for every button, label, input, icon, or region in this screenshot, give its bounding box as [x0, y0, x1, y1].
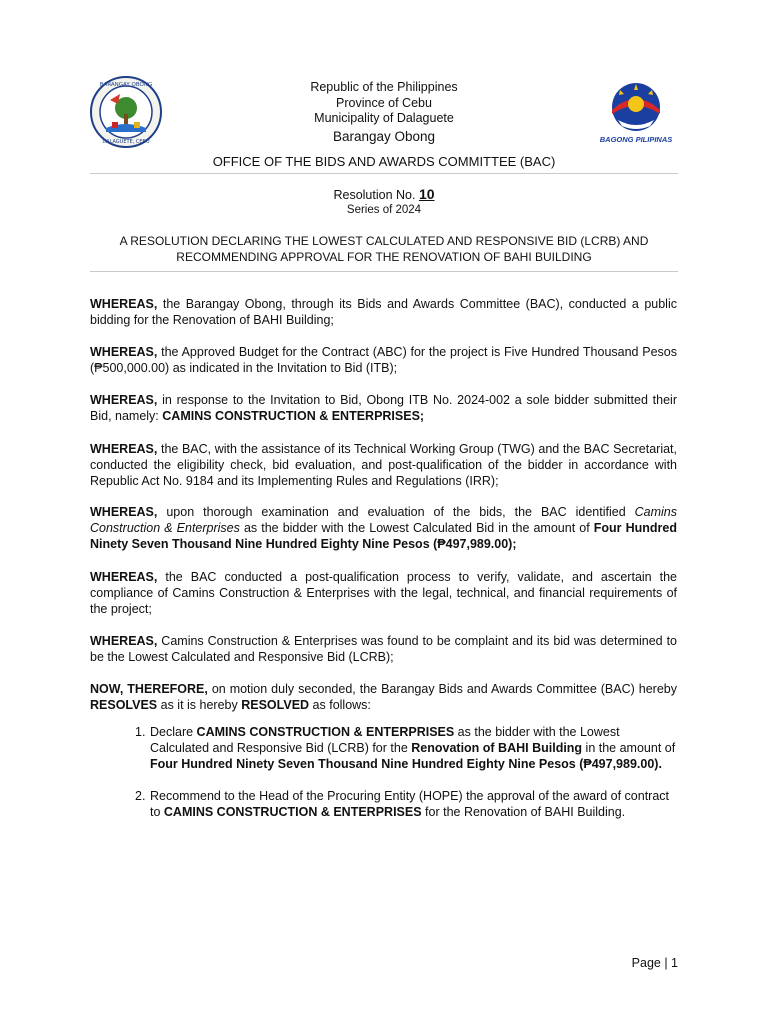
item-number: 1.	[135, 725, 146, 739]
paragraph-text: the BAC conducted a post-qualification process to verify, validate, and ascertain the compliance of Camins Construction & Enterprises with the legal, technical, and financial requirements of the project;	[90, 570, 677, 616]
bid-amount: Four Hundred Ninety Seven Thousand Nine Hundred Eighty Nine Pesos (₱497,989.00);	[90, 521, 677, 551]
list-item	[90, 788, 677, 820]
resolution-items	[90, 724, 677, 836]
republic-line: Republic of the Philippines	[310, 80, 458, 94]
office-title: OFFICE OF THE BIDS AND AWARDS COMMITTEE (BAC)	[212, 154, 556, 169]
resolves-word: RESOLVES	[90, 698, 158, 712]
item-text: Declare	[150, 725, 197, 739]
paragraph-text: the BAC, with the assistance of its Technical Working Group (TWG) and the BAC Secretariat, conducted the eligibility check, bid evaluation, and post-qualification of the bidder in accordance with Republic Act No. 9184 and its Implementing Rules and Regulations (IRR);	[90, 442, 677, 488]
bidder-name: CAMINS CONSTRUCTION & ENTERPRISES	[163, 805, 422, 819]
whereas-paragraph-1	[90, 296, 677, 328]
title-line-1: A RESOLUTION DECLARING THE LOWEST CALCULATED AND RESPONSIVE BID (LCRB) AND	[119, 234, 649, 248]
whereas-lead: WHEREAS,	[90, 570, 158, 584]
svg-text:DALAGUETE, CEBU: DALAGUETE, CEBU	[102, 139, 150, 145]
item-text: in the amount of	[582, 741, 676, 755]
svg-text:BAGONG PILIPINAS: BAGONG PILIPINAS	[599, 135, 673, 144]
item-text: Recommend to the Head of the Procuring Entity (HOPE) the approval of the award of contract to	[150, 789, 670, 819]
item-text: for the Renovation of BAHI Building.	[421, 805, 626, 819]
paragraph-text: upon thorough examination and evaluation of the bids, the BAC identified	[157, 505, 635, 519]
municipality-line: Municipality of Dalaguete	[314, 111, 454, 125]
letterhead	[184, 80, 584, 144]
bid-amount: Four Hundred Ninety Seven Thousand Nine Hundred Eighty Nine Pesos (₱497,989.00).	[150, 757, 662, 771]
barangay-seal-logo	[90, 76, 162, 148]
paragraph-text: on motion duly seconded, the Barangay Bids and Awards Committee (BAC) hereby	[207, 682, 677, 696]
paragraph-text: in response to the Invitation to Bid, Obong ITB No. 2024-002 a sole bidder submitted their Bid, namely:	[90, 393, 677, 423]
whereas-lead: WHEREAS,	[90, 634, 158, 648]
list-item	[90, 724, 677, 772]
item-number: 2.	[135, 789, 146, 803]
whereas-paragraph-2	[90, 344, 677, 376]
page-number: Page | 1	[631, 956, 678, 970]
whereas-lead: WHEREAS,	[90, 442, 158, 456]
project-name: Renovation of BAHI Building	[411, 741, 583, 755]
whereas-lead: WHEREAS,	[90, 505, 158, 519]
paragraph-text: as follows:	[309, 698, 371, 712]
resolution-series: Series of 2024	[346, 204, 422, 216]
now-therefore-paragraph	[90, 681, 677, 713]
whereas-lead: WHEREAS,	[90, 393, 158, 407]
whereas-paragraph-3	[90, 392, 677, 424]
resolution-label: Resolution No.	[333, 188, 416, 202]
bidder-name: CAMINS CONSTRUCTION & ENTERPRISES;	[162, 409, 425, 423]
now-therefore-lead: NOW, THEREFORE,	[90, 682, 208, 696]
paragraph-text: the Approved Budget for the Contract (ABC) for the project is Five Hundred Thousand Pesos (₱500,000.00) as indicated in the Invitation to Bid (ITB);	[90, 345, 677, 375]
province-line: Province of Cebu	[336, 95, 432, 110]
resolved-word: RESOLVED	[241, 698, 310, 712]
divider	[90, 271, 678, 272]
whereas-paragraph-7	[90, 633, 677, 665]
whereas-lead: WHEREAS,	[90, 297, 158, 311]
paragraph-text: Camins Construction & Enterprises was found to be complaint and its bid was determined to be the Lowest Calculated and Responsive Bid (LCRB);	[90, 634, 677, 664]
resolution-number: 10	[418, 186, 435, 202]
paragraph-text: as it is hereby	[157, 698, 242, 712]
whereas-lead: WHEREAS,	[90, 345, 158, 359]
whereas-paragraph-5	[90, 504, 677, 552]
barangay-line: Barangay Obong	[332, 128, 436, 144]
resolution-title	[100, 234, 668, 265]
bidder-name: CAMINS CONSTRUCTION & ENTERPRISES	[196, 725, 455, 739]
whereas-paragraph-6	[90, 569, 677, 617]
bagong-pilipinas-logo	[598, 80, 674, 146]
bidder-name-italic: Camins Construction & Enterprises	[90, 505, 677, 535]
resolution-number-block	[90, 187, 678, 218]
item-text: as the bidder with the Lowest Calculated and Responsive Bid (LCRB) for the	[150, 725, 620, 755]
whereas-paragraph-4	[90, 441, 677, 489]
divider	[90, 173, 678, 174]
title-line-2: RECOMMENDING APPROVAL FOR THE RENOVATION OF BAHI BUILDING	[176, 249, 592, 264]
svg-text:BARANGAY OBONG: BARANGAY OBONG	[99, 82, 153, 88]
paragraph-text: the Barangay Obong, through its Bids and Awards Committee (BAC), conducted a public bidding for the Renovation of BAHI Building;	[90, 297, 677, 327]
paragraph-text: as the bidder with the Lowest Calculated Bid in the amount of	[239, 521, 594, 535]
